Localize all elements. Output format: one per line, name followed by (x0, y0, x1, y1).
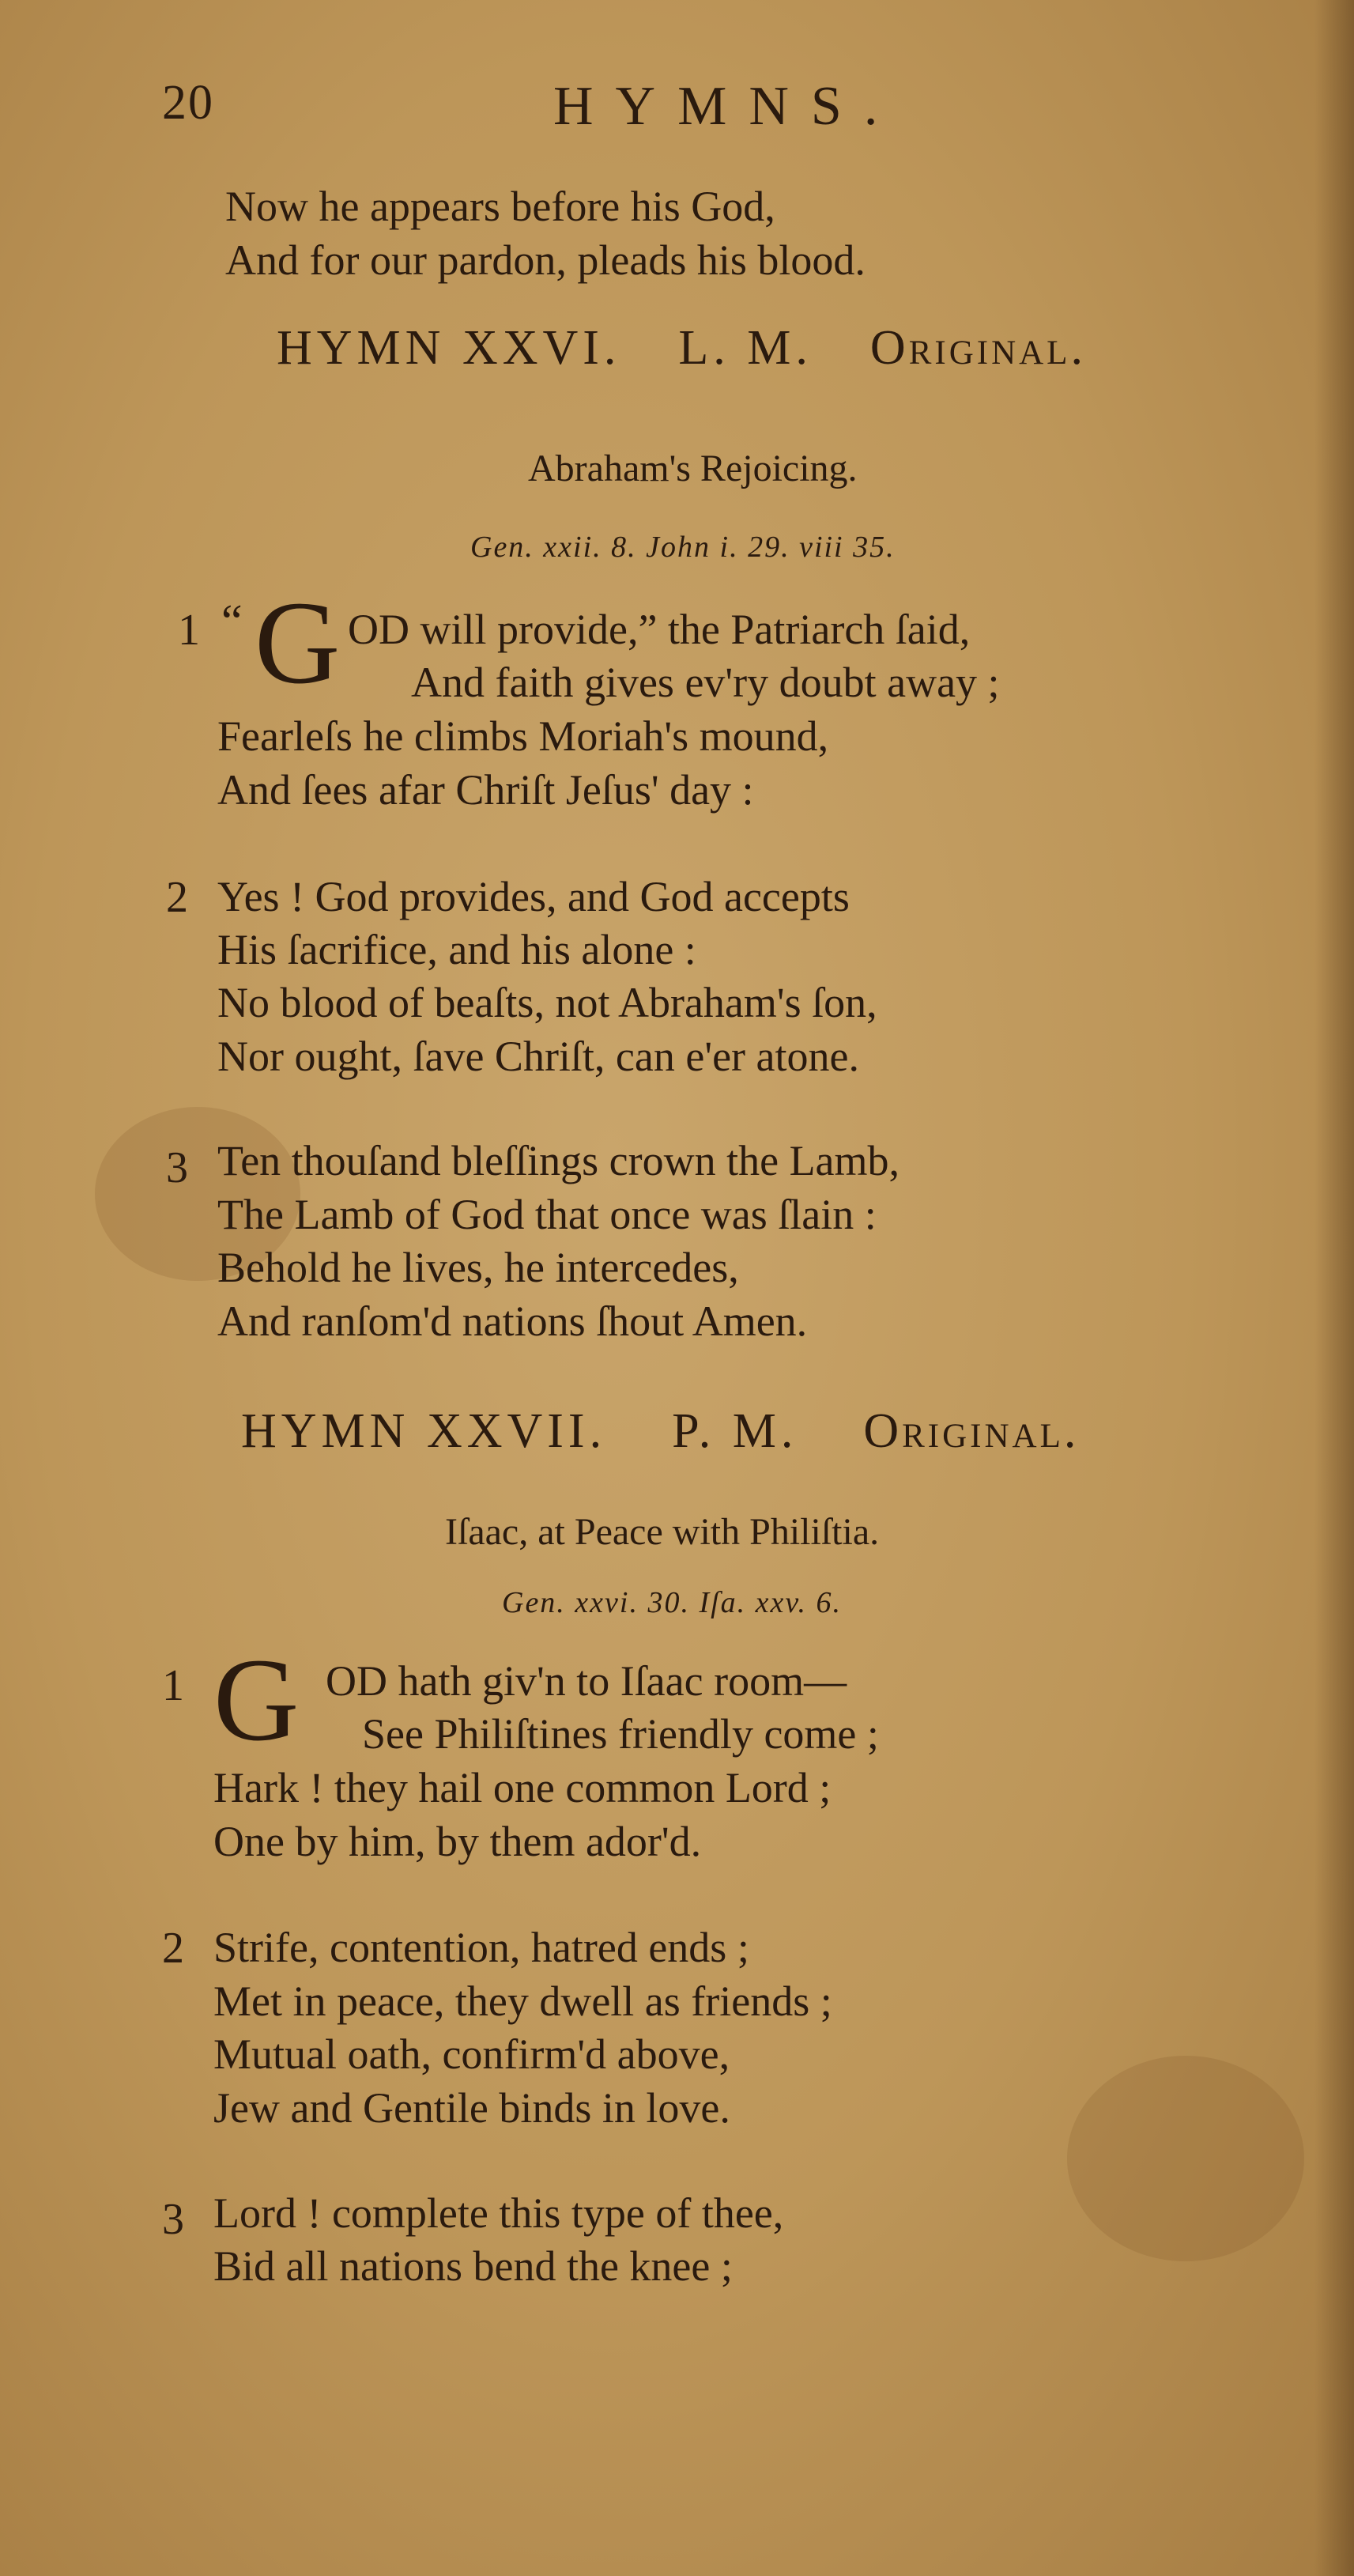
verse-line: No blood of beaſts, not Abraham's ſon, (217, 979, 877, 1026)
paper-stain (1067, 2056, 1304, 2261)
verse-line: His ſacrifice, and his alone : (217, 926, 696, 973)
continued-line: And for our pardon, pleads his blood. (225, 236, 866, 284)
verse-number: 3 (162, 2195, 184, 2244)
verse-number: 1 (178, 606, 200, 655)
verse-line: And faith gives ev'ry doubt away ; (411, 659, 1000, 706)
verse-line: Fearleſs he climbs Moriah's mound, (217, 712, 829, 760)
hymn-27-tag: Original. (863, 1404, 1080, 1458)
verse-number: 1 (162, 1661, 184, 1710)
running-title: HYMNS. (553, 76, 900, 137)
hymn-27-title: HYMN XXVII. (241, 1404, 607, 1458)
hymn-26-meter: L. M. (678, 321, 813, 375)
hymn-26-subtitle: Abraham's Rejoicing. (528, 448, 858, 489)
hymn-27-subtitle: Iſaac, at Peace with Philiſtia. (445, 1511, 880, 1553)
verse-line: Yes ! God provides, and God accepts (217, 873, 850, 920)
page-edge-shadow (1314, 0, 1354, 2576)
verse-line: See Philiſtines friendly come ; (362, 1710, 879, 1758)
verse-line: Strife, contention, hatred ends ; (213, 1924, 749, 1971)
verse-line: Lord ! complete this type of thee, (213, 2189, 784, 2237)
verse-line: The Lamb of God that once was ſlain : (217, 1191, 877, 1238)
verse-line: OD hath giv'n to Iſaac room— (326, 1657, 847, 1705)
verse-line: Nor ought, ſave Chriſt, can e'er atone. (217, 1033, 859, 1080)
verse-line: And ranſom'd nations ſhout Amen. (217, 1297, 808, 1345)
verse-line: And ſees afar Chriſt Jeſus' day : (217, 766, 754, 814)
hymn-27-reference: Gen. xxvi. 30. Iſa. xxv. 6. (502, 1586, 842, 1619)
verse-line: Bid all nations bend the knee ; (213, 2242, 733, 2290)
verse-number: 3 (166, 1143, 188, 1192)
verse-line: Met in peace, they dwell as friends ; (213, 1977, 832, 2025)
verse-line: Behold he lives, he intercedes, (217, 1244, 739, 1291)
hymn-27-heading (241, 1403, 1079, 1460)
hymn-26-title: HYMN XXVI. (277, 321, 621, 375)
hymn-26-reference: Gen. xxii. 8. John i. 29. viii 35. (470, 531, 896, 564)
verse-line: Hark ! they hail one common Lord ; (213, 1764, 832, 1811)
drop-cap: G (255, 577, 341, 708)
page-header (0, 75, 1354, 146)
verse-line: Mutual oath, confirm'd above, (213, 2030, 730, 2078)
verse-line: Ten thouſand bleſſings crown the Lamb, (217, 1137, 900, 1184)
verse-line: One by him, by them ador'd. (213, 1818, 702, 1865)
verse-number: 2 (166, 873, 188, 922)
hymn-27-meter: P. M. (672, 1404, 798, 1458)
page-number: 20 (162, 76, 214, 130)
verse-number: 2 (162, 1924, 184, 1973)
open-quote: “ (221, 595, 243, 648)
continued-line: Now he appears before his God, (225, 183, 775, 230)
drop-cap: G (213, 1634, 300, 1766)
hymn-26-heading (277, 320, 1086, 376)
hymn-26-tag: Original. (869, 321, 1086, 375)
verse-line: OD will provide,” the Patriarch ſaid, (348, 606, 971, 653)
verse-line: Jew and Gentile binds in love. (213, 2084, 730, 2132)
